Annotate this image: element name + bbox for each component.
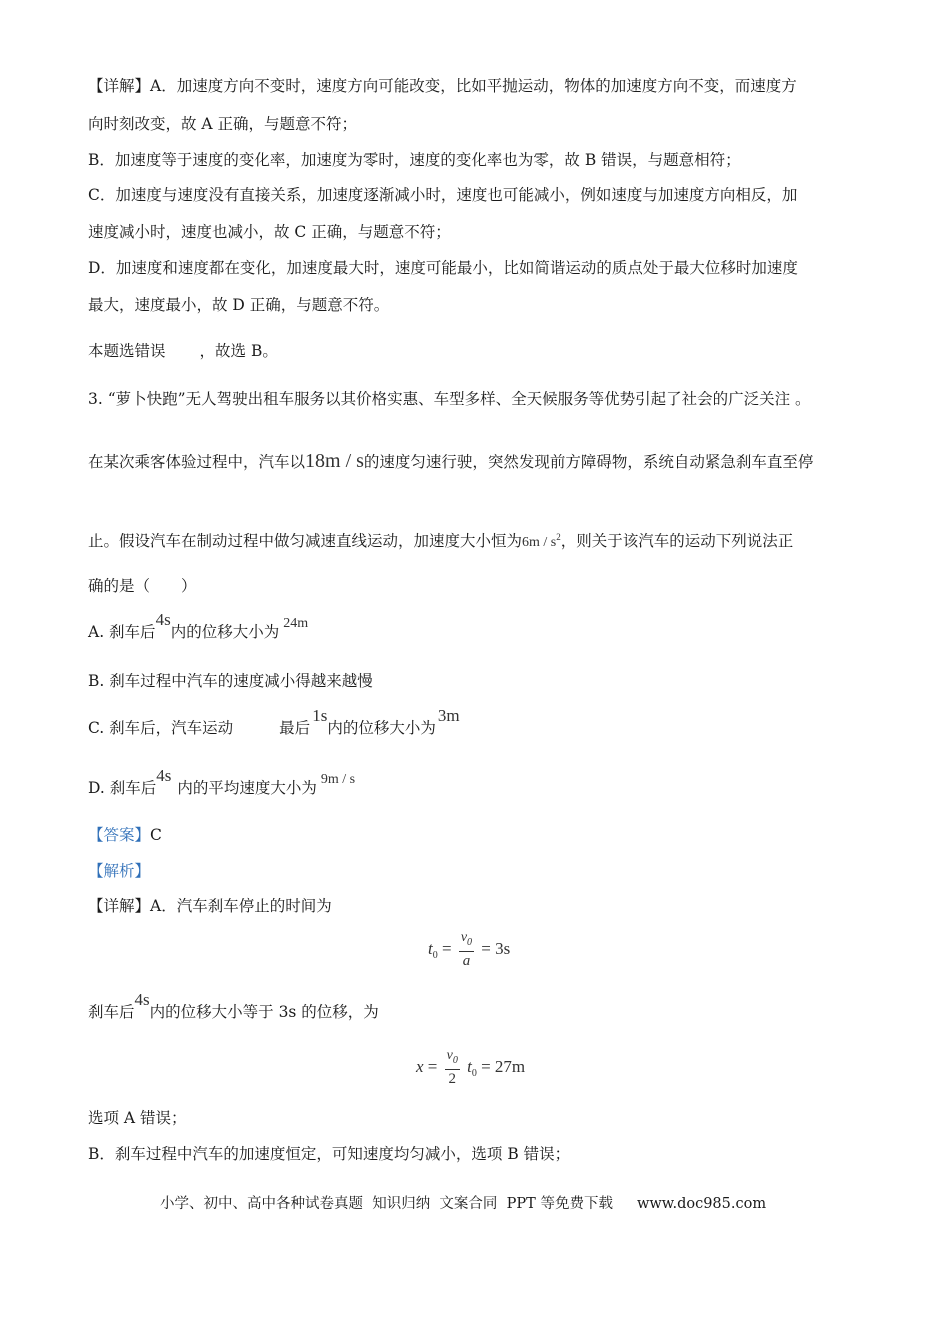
- option-c-middle1: 最后: [279, 719, 311, 737]
- option-c-prefix: C. 刹车后，汽车运动: [88, 719, 234, 737]
- eq1-lhs-sub: 0: [432, 950, 438, 962]
- eq2-numerator-sub: 0: [452, 1054, 458, 1066]
- option-d: [88, 766, 356, 800]
- option-a: [88, 610, 309, 644]
- question-line3-end: ，则关于该汽车的运动下列说法正: [560, 532, 794, 551]
- prev-conclusion-part1: 本题选错误: [88, 342, 166, 360]
- option-b: B. 刹车过程中汽车的速度减小得越来越慢: [88, 672, 373, 690]
- prev-explain-c-line2: 速度减小时，速度也减小，故 C 正确，与题意不符；: [88, 223, 451, 241]
- prev-explain-a-line1: 【详解】A．加速度方向不变时，速度方向可能改变，比如平抛运动，物体的加速度方向不变，而速度方: [88, 77, 797, 95]
- eq1-denominator: a: [462, 952, 471, 969]
- option-d-prefix: D. 刹车后: [88, 779, 157, 797]
- question-line1: 3. “萝卜快跑”无人驾驶出租车服务以其价格实惠、车型多样、全天候服务等优势引起了社会的广泛关注 。: [88, 390, 811, 408]
- eq2-lhs: x: [416, 1056, 424, 1076]
- question-line4: 确的是（ ）: [88, 577, 197, 595]
- option-d-middle: 内的平均速度大小为: [177, 779, 317, 797]
- option-a-time: 4s: [155, 610, 171, 629]
- explain-a2-time: 4s: [134, 990, 150, 1009]
- accel-exponent: 2: [556, 532, 561, 542]
- eq1-numerator-sub: 0: [467, 936, 473, 948]
- prev-explain-a-line2: 向时刻改变，故 A 正确，与题意不符；: [88, 115, 358, 133]
- eq1-lhs: t: [428, 938, 433, 958]
- eq2-denominator: 2: [448, 1070, 456, 1087]
- explain-a2-line: [88, 990, 379, 1022]
- equation-displacement: x = $\frac{v_0}{2}$ $t_0 = 27m$: [416, 1048, 526, 1087]
- question-line2-start: 在某次乘客体验过程中，汽车以: [88, 453, 306, 471]
- option-c-middle2: 内的位移大小为: [327, 719, 436, 737]
- eq1-numerator: v: [460, 930, 468, 945]
- accel-value: 6m / s: [522, 535, 557, 551]
- option-c: [88, 706, 460, 738]
- answer-value: C: [150, 826, 162, 844]
- question-line3: [88, 527, 793, 553]
- explain-b-line: B．刹车过程中汽车的加速度恒定，可知速度均匀减小，选项 B 错误；: [88, 1145, 571, 1163]
- explain-a-result: 选项 A 错误；: [88, 1109, 187, 1127]
- prev-explain-d-line1: D．加速度和速度都在变化，加速度最大时，速度可能最小，比如简谐运动的质点处于最大位移时加速度: [88, 259, 798, 277]
- prev-explain-b: B．加速度等于速度的变化率，加速度为零时，速度的变化率也为零，故 B 错误，与题意相符；: [88, 151, 741, 169]
- prev-conclusion: [88, 341, 278, 361]
- option-c-time: 1s: [312, 706, 328, 725]
- answer-label: 【答案】: [88, 826, 151, 844]
- eq2-fraction: [445, 1048, 460, 1088]
- explain-a-line: 【详解】A．汽车刹车停止的时间为: [88, 897, 332, 915]
- option-a-prefix: A. 刹车后: [88, 623, 156, 641]
- option-d-time: 4s: [156, 766, 172, 785]
- prev-explain-d-line2: 最大，速度最小，故 D 正确，与题意不符。: [88, 296, 390, 314]
- eq2-rhs: = 27m: [481, 1056, 526, 1076]
- explain-a2-prefix: 刹车后: [88, 1003, 135, 1021]
- footer-url[interactable]: www.doc985.com: [636, 1196, 767, 1212]
- option-c-value: 3m: [437, 706, 460, 725]
- eq2-mid: t: [467, 1056, 472, 1076]
- explain-a2-suffix: 内的位移大小等于 3s 的位移，为: [149, 1003, 379, 1021]
- option-a-middle: 内的位移大小为: [170, 623, 280, 641]
- speed-value: 18m / s: [305, 450, 364, 472]
- analysis-label: 【解析】: [88, 862, 151, 880]
- option-a-value: 24m: [283, 616, 309, 631]
- equation-stop-time: $t_0$ = $\frac{v_0}{a}$ = 3s: [428, 930, 511, 969]
- question-line3-start: 止。假设汽车在制动过程中做匀减速直线运动，加速度大小恒为: [88, 532, 523, 551]
- eq2-numerator: v: [446, 1048, 453, 1063]
- footer-text: 小学、初中、高中各种试卷真题 知识归纳 文案合同 PPT 等免费下载: [160, 1196, 613, 1212]
- question-line2-end: 的速度匀速行驶，突然发现前方障碍物，系统自动紧急刹车直至停: [363, 453, 814, 471]
- option-d-value: 9m / s: [320, 772, 356, 787]
- prev-conclusion-part2: ，故选 B。: [199, 342, 278, 360]
- eq1-rhs: = 3s: [481, 938, 511, 958]
- eq1-fraction: [459, 930, 474, 970]
- question-line2: [88, 451, 813, 472]
- prev-explain-c-line1: C．加速度与速度没有直接关系，加速度逐渐减小时，速度也可能减小，例如速度与加速度方向相反，加: [88, 186, 798, 204]
- page-footer: [160, 1192, 766, 1213]
- answer-line: [88, 825, 162, 845]
- eq2-mid-sub: 0: [471, 1068, 477, 1080]
